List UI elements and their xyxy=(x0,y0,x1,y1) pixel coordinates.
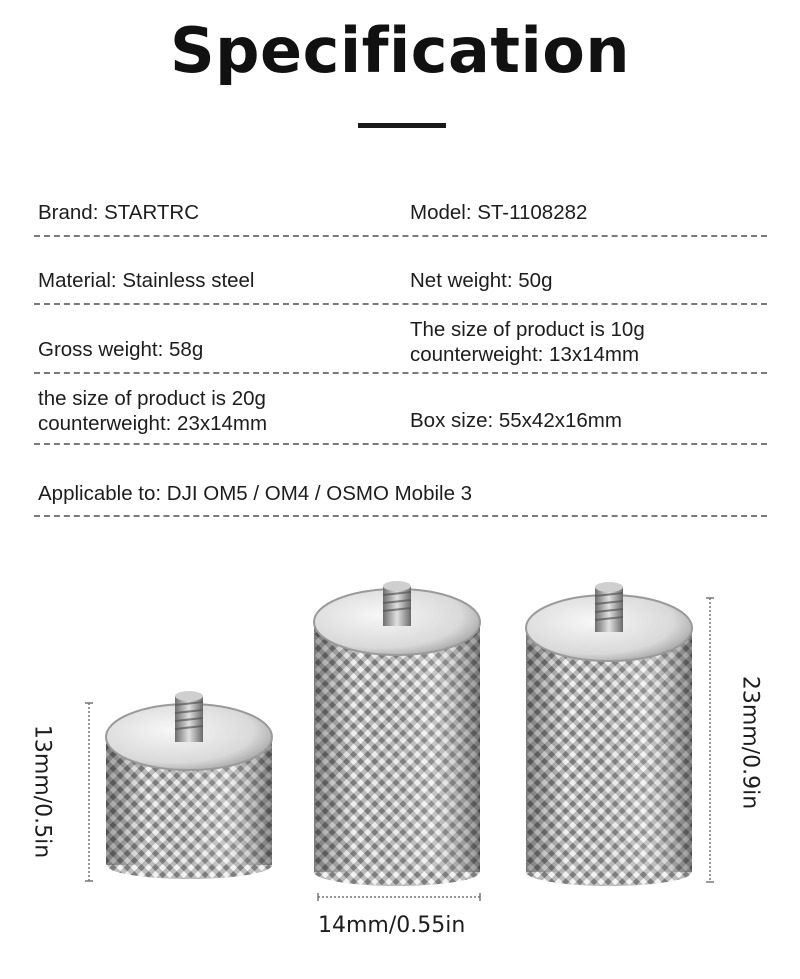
divider xyxy=(34,443,767,445)
box-size-value: 55x42x16mm xyxy=(498,409,622,432)
brand-value: STARTRC xyxy=(104,201,200,224)
applicable-value: DJI OM5 / OM4 / OSMO Mobile 3 xyxy=(166,482,473,505)
size-10g-value: 13x14mm xyxy=(549,343,640,366)
spec-material xyxy=(38,268,255,293)
applicable-label: Applicable to: xyxy=(38,482,162,505)
size-10g-line2 xyxy=(410,342,645,367)
gross-weight-value: 58g xyxy=(169,338,204,361)
small-height-label: 13mm/0.5in xyxy=(29,724,55,859)
model-label: Model: xyxy=(410,201,472,224)
material-label: Material: xyxy=(38,269,117,292)
size-10g-line1: The size of product is 10g xyxy=(410,318,645,341)
divider xyxy=(34,372,767,374)
tall-weight-20g-center xyxy=(314,581,480,886)
tall-weight-20g-right xyxy=(526,582,692,886)
divider xyxy=(34,235,767,237)
size-20g-line2 xyxy=(38,411,267,436)
size-20g-value: 23x14mm xyxy=(177,412,268,435)
brand-label: Brand: xyxy=(38,201,99,224)
size-20g-label: counterweight: xyxy=(38,412,172,435)
title-underline xyxy=(358,123,446,128)
spec-applicable xyxy=(38,481,472,506)
material-value: Stainless steel xyxy=(122,269,255,292)
width-label: 14mm/0.55in xyxy=(318,913,466,938)
page-title: Specification xyxy=(169,14,631,87)
spec-size-10g xyxy=(410,317,645,367)
model-value: ST-1108282 xyxy=(477,201,588,224)
small-weight-10g xyxy=(106,691,272,879)
divider xyxy=(34,303,767,305)
gross-weight-label: Gross weight: xyxy=(38,338,164,361)
spec-brand xyxy=(38,200,199,225)
spec-net-weight xyxy=(410,268,552,293)
size-20g-line1: the size of product is 20g xyxy=(38,387,266,410)
spec-model xyxy=(410,200,587,225)
tall-height-label: 23mm/0.9in xyxy=(737,675,763,810)
divider xyxy=(34,515,767,517)
net-weight-value: 50g xyxy=(518,269,553,292)
spec-size-20g xyxy=(38,386,267,436)
spec-box-size xyxy=(410,408,622,433)
net-weight-label: Net weight: xyxy=(410,269,513,292)
spec-gross-weight xyxy=(38,337,203,362)
size-10g-label: counterweight: xyxy=(410,343,544,366)
box-size-label: Box size: xyxy=(410,409,494,432)
